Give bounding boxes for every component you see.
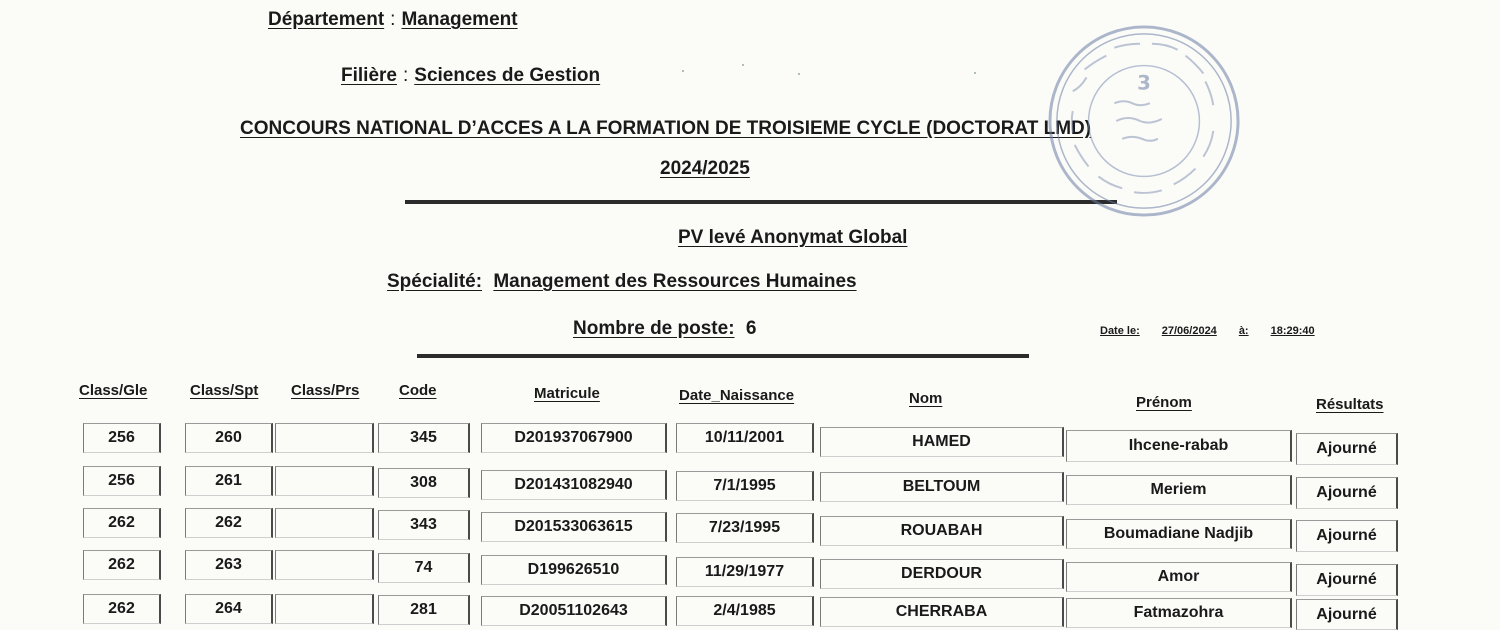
- filiere-separator: :: [402, 65, 409, 86]
- department-separator: :: [390, 9, 396, 30]
- cell-class-gle: 256: [83, 466, 161, 496]
- cell-resultat: Ajourné: [1296, 477, 1398, 509]
- column-header-class-spt: Class/Spt: [190, 382, 259, 399]
- cell-prenom: Boumadiane Nadjib: [1066, 519, 1292, 549]
- cell-resultat: Ajourné: [1296, 520, 1398, 552]
- official-stamp: [1045, 22, 1243, 220]
- postes-label: Nombre de poste:: [573, 318, 735, 339]
- cell-class-spt: 260: [185, 423, 273, 453]
- stamp-number: 3: [1137, 71, 1151, 95]
- cell-class-spt: 264: [185, 594, 273, 624]
- column-header-resultats: Résultats: [1316, 396, 1384, 413]
- cell-date-naissance: 10/11/2001: [676, 423, 814, 453]
- dateline: [1100, 325, 1315, 337]
- cell-resultat: Ajourné: [1296, 564, 1398, 596]
- cell-date-naissance: 2/4/1985: [676, 596, 814, 626]
- cell-code: 281: [378, 595, 470, 625]
- cell-nom: DERDOUR: [820, 559, 1064, 589]
- table-row: [0, 594, 1500, 630]
- scan-speck: [742, 64, 744, 66]
- column-header-class-prs: Class/Prs: [291, 382, 360, 399]
- cell-class-gle: 262: [83, 508, 161, 538]
- time-label: à:: [1238, 325, 1249, 337]
- scan-speck: [974, 72, 976, 74]
- cell-code: 345: [378, 423, 470, 453]
- cell-prenom: Ihcene-rabab: [1066, 430, 1292, 462]
- postes-line: [573, 318, 756, 340]
- filiere-value: Sciences de Gestion: [414, 65, 601, 86]
- specialite-line: [387, 271, 857, 293]
- cell-resultat: Ajourné: [1296, 599, 1398, 630]
- table-divider: [417, 354, 1029, 358]
- table-row: [0, 508, 1500, 542]
- table-row: [0, 423, 1500, 457]
- cell-class-spt: 262: [185, 508, 273, 538]
- cell-code: 343: [378, 510, 470, 540]
- date-label: Date le:: [1100, 325, 1140, 337]
- cell-prenom: Amor: [1066, 562, 1292, 592]
- cell-class-prs: [275, 550, 374, 580]
- postes-value: 6: [745, 318, 757, 339]
- date-value: 27/06/2024: [1161, 325, 1217, 337]
- column-header-matricule: Matricule: [534, 385, 600, 402]
- cell-class-prs: [275, 594, 374, 624]
- cell-date-naissance: 11/29/1977: [676, 557, 814, 587]
- pv-title: PV levé Anonymat Global: [678, 227, 908, 248]
- cell-code: 308: [378, 468, 470, 498]
- table-row: [0, 466, 1500, 500]
- cell-resultat: Ajourné: [1296, 433, 1398, 465]
- department-line: [268, 9, 518, 31]
- cell-matricule: D20051102643: [481, 596, 667, 626]
- cell-matricule: D199626510: [481, 555, 667, 585]
- cell-prenom: Meriem: [1066, 475, 1292, 505]
- filiere-line: [341, 65, 600, 87]
- header-divider: [405, 200, 1117, 204]
- cell-class-gle: 256: [83, 423, 161, 453]
- scan-speck: [798, 73, 800, 75]
- scan-speck: [682, 70, 684, 72]
- cell-class-spt: 263: [185, 550, 273, 580]
- cell-date-naissance: 7/23/1995: [676, 513, 814, 543]
- column-header-class-gle: Class/Gle: [79, 382, 148, 399]
- specialite-value: Management des Ressources Humaines: [493, 271, 857, 292]
- column-header-nom: Nom: [909, 390, 943, 407]
- column-header-prenom: Prénom: [1136, 394, 1192, 411]
- academic-year: 2024/2025: [660, 158, 750, 179]
- department-label: Département: [268, 9, 385, 30]
- cell-class-prs: [275, 466, 374, 496]
- filiere-label: Filière: [341, 65, 397, 86]
- cell-matricule: D201431082940: [481, 470, 667, 500]
- time-value: 18:29:40: [1270, 325, 1315, 337]
- cell-matricule: D201937067900: [481, 423, 667, 453]
- cell-nom: HAMED: [820, 427, 1064, 457]
- cell-nom: BELTOUM: [820, 472, 1064, 502]
- table-row: [0, 550, 1500, 588]
- cell-class-spt: 261: [185, 466, 273, 496]
- cell-matricule: D201533063615: [481, 512, 667, 542]
- cell-nom: ROUABAH: [820, 516, 1064, 546]
- column-header-date-naissance: Date_Naissance: [679, 387, 795, 404]
- cell-class-gle: 262: [83, 550, 161, 580]
- department-value: Management: [401, 9, 518, 30]
- cell-date-naissance: 7/1/1995: [676, 471, 814, 501]
- cell-code: 74: [378, 553, 470, 583]
- contest-title: CONCOURS NATIONAL D’ACCES A LA FORMATION DE TROISIEME CYCLE (DOCTORAT LMD): [240, 118, 1092, 139]
- cell-class-prs: [275, 508, 374, 538]
- cell-class-prs: [275, 423, 374, 453]
- cell-nom: CHERRABA: [820, 597, 1064, 627]
- cell-class-gle: 262: [83, 594, 161, 624]
- column-header-code: Code: [399, 382, 437, 399]
- specialite-label: Spécialité:: [387, 271, 483, 292]
- cell-prenom: Fatmazohra: [1066, 598, 1292, 628]
